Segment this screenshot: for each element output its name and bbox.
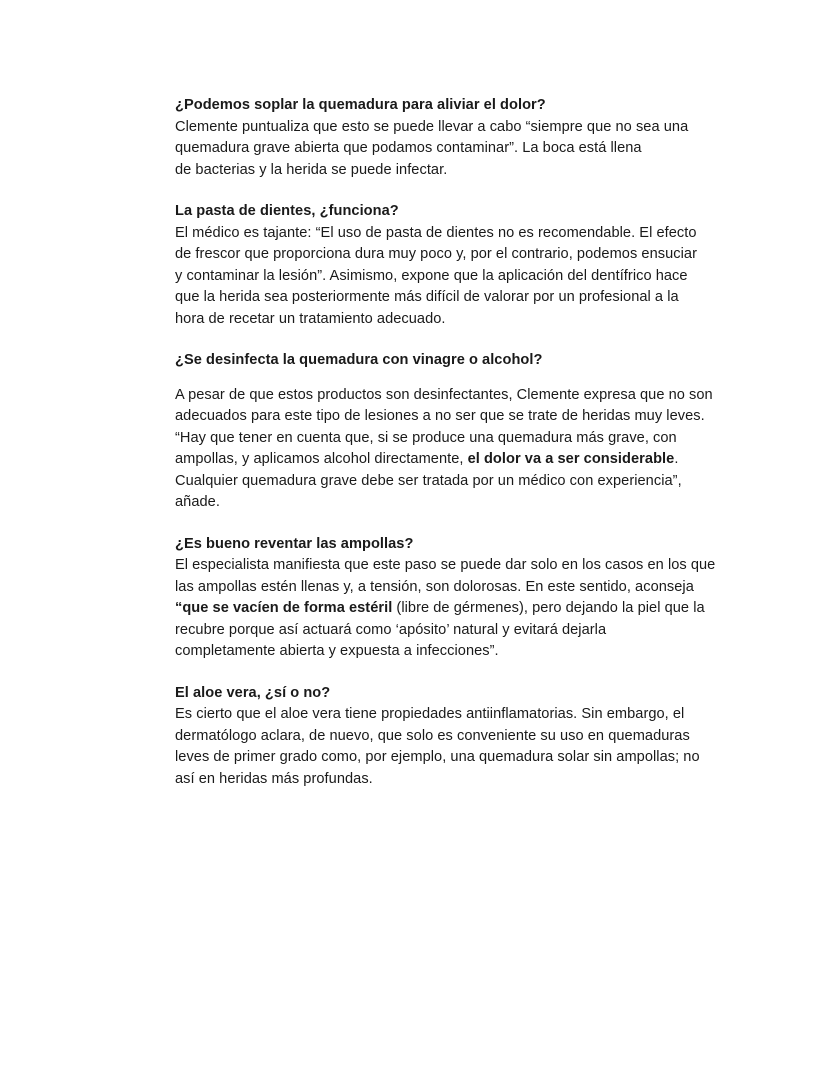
paragraph-line: El especialista manifiesta que este paso se puede dar solo en los casos en los que	[175, 557, 716, 573]
paragraph-line: Es cierto que el aloe vera tiene propiedades antiinflamatorias. Sin embargo, el	[175, 706, 685, 722]
paragraph-line: las ampollas estén llenas y, a tensión, son dolorosas. En este sentido, aconseja	[175, 578, 694, 595]
paragraph-line: recubre porque así actuará como ‘apósito’ natural y evitará dejarla	[175, 621, 607, 638]
paragraph-line: leves de primer grado como, por ejemplo, una quemadura solar sin ampollas; no	[175, 749, 700, 765]
section-ampollas	[175, 534, 735, 663]
text-run: .	[674, 451, 679, 467]
paragraph-line	[175, 598, 735, 620]
paragraph-line: Clemente puntualiza que esto se puede llevar a cabo “siempre que no sea una	[175, 118, 689, 135]
paragraph-line: dermatólogo aclara, de nuevo, que solo es conveniente su uso en quemaduras	[175, 727, 690, 744]
paragraph-line: hora de recetar un tratamiento adecuado.	[175, 310, 446, 327]
paragraph-line	[175, 449, 735, 471]
text-run: ampollas, y aplicamos alcohol directamente,	[175, 451, 468, 467]
section-heading: ¿Se desinfecta la quemadura con vinagre o alcohol?	[175, 352, 543, 368]
section-aloe-vera	[175, 683, 735, 791]
paragraph-line: Cualquier quemadura grave debe ser tratada por un médico con experiencia”,	[175, 472, 682, 489]
bold-text-run: el dolor va a ser considerable	[467, 451, 675, 467]
section-heading: ¿Es bueno reventar las ampollas?	[175, 535, 414, 552]
paragraph-line: A pesar de que estos productos son desinfectantes, Clemente expresa que no son	[175, 386, 713, 403]
paragraph-line: quemadura grave abierta que podamos contaminar”. La boca está llena	[175, 140, 642, 156]
section-heading: El aloe vera, ¿sí o no?	[175, 684, 331, 701]
section-vinagre-alcohol	[175, 350, 735, 514]
paragraph-line: que la herida sea posteriormente más difícil de valorar por un profesional a la	[175, 289, 679, 305]
text-run: (libre de gérmenes), pero dejando la piel que la	[392, 600, 705, 616]
paragraph-line: de bacterias y la herida se puede infectar.	[175, 161, 448, 178]
section-heading: La pasta de dientes, ¿funciona?	[175, 203, 399, 219]
section-heading: ¿Podemos soplar la quemadura para aliviar el dolor?	[175, 97, 546, 113]
paragraph-line: adecuados para este tipo de lesiones a no ser que se trate de heridas muy leves.	[175, 408, 705, 424]
paragraph-line: de frescor que proporciona dura muy poco y, por el contrario, podemos ensuciar	[175, 246, 697, 262]
bold-text-run: “que se vacíen de forma estéril	[175, 600, 393, 616]
paragraph-line: añade.	[175, 494, 220, 510]
section-soplar	[175, 95, 735, 181]
paragraph-line: y contaminar la lesión”. Asimismo, expone que la aplicación del dentífrico hace	[175, 267, 688, 284]
paragraph-line: El médico es tajante: “El uso de pasta de dientes no es recomendable. El efecto	[175, 224, 697, 241]
paragraph-line: “Hay que tener en cuenta que, si se produce una quemadura más grave, con	[175, 429, 677, 446]
section-pasta-dientes	[175, 201, 735, 330]
paragraph-line: así en heridas más profundas.	[175, 770, 373, 787]
paragraph-line: completamente abierta y expuesta a infecciones”.	[175, 643, 499, 659]
article-body	[175, 95, 735, 810]
